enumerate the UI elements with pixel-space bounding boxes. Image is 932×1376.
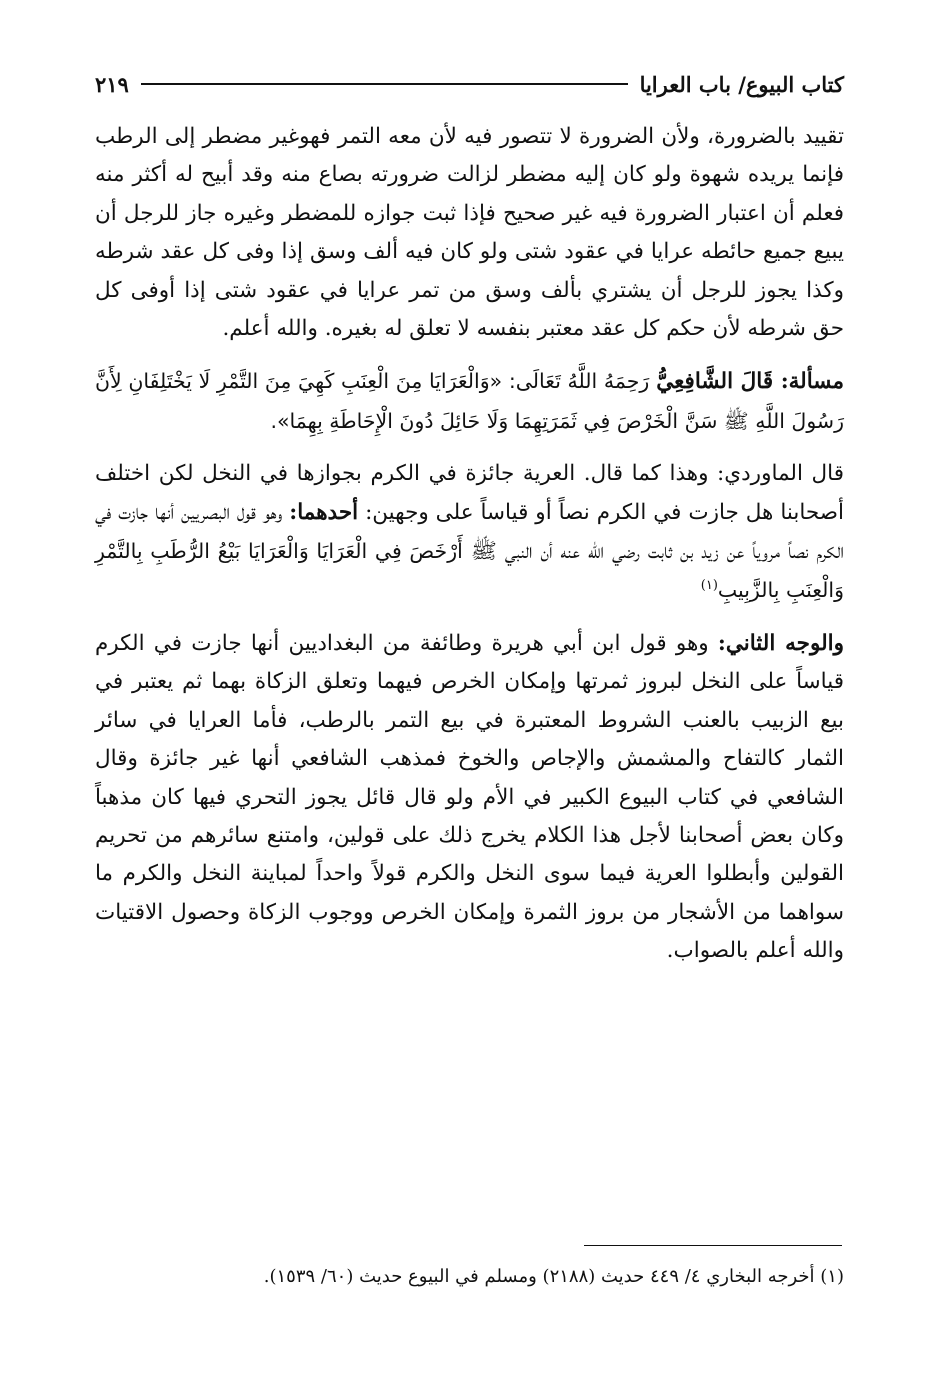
paragraph-masala [95,362,844,441]
running-header [95,66,844,102]
mawardi-text-1: قال الماوردي: وهذا كما قال. العرية جائزة في الكرم بجوازها في النخل لكن اختلف أصحابنا هل جازت في الكرم نصاً أو قياساً على وجهين: [95,461,845,525]
paragraph-second-view [95,625,844,971]
footnote-separator [584,1245,842,1246]
first-view-lead: أحدهما: [289,499,359,525]
main-text [95,118,844,971]
footnote-ref[interactable]: (١) [700,578,718,594]
header-rule [141,83,628,85]
paragraph-1: تقييد بالضرورة، ولأن الضرورة لا تتصور فيه لأن معه التمر فهوغير مضطر إلى الرطب فإنما يريده شهوة ولو كان إليه مضطر لزالت ضرورته بصاع منه وقد أبيح له أكثر منه فعلم أن اعتبار الضرورة فيه غير صحيح فإذا ثبت جوازه للمضطر وغيره جاز للرجل أن يبيع جميع حائطه عرايا في عقود شتى ولو كان فيه ألف وسق إذا وفى كل عقد شرطه وكذا يجوز للرجل أن يشتري بألف وسق من تمر عرايا في عقود شتى إذا أوفى كل حق شرطه لأن حكم كل عقد معتبر بنفسه لا تعلق له بغيره. والله أعلم. [95,124,844,342]
shafii-quote: رَحِمَهُ اللَّهُ تَعَالَى: «وَالْعَرَايَا مِنَ الْعِنَبِ كَهِيَ مِنَ التَّمْرِ لَا يَخْتَلِفَانِ لِأَنَّ رَسُولَ اللَّهِ ﷺ سَنَّ الْخَرْصَ فِي ثَمَرَتِهِمَا وَلَا حَائِلَ دُونَ الْإِحَاطَةِ بِهِمَا». [95,369,844,433]
page-number: ٢١٩ [95,71,129,97]
paragraph-mawardi [95,455,844,611]
hadith-quote: أَرْخَصَ فِي الْعَرَايَا وَالْعَرَايَا بَيْعُ الرُّطَبِ بِالتَّمْرِ وَالْعِنَبِ بِالزَّبِيبِ [95,539,844,603]
footnote-1: (١) أخرجه البخاري ٤/ ٤٤٩ حديث (٢١٨٨) ومسلم في البيوع حديث (٦٠/ ١٥٣٩). [263,1266,844,1287]
second-view-lead: والوجه الثاني: [717,630,844,656]
second-view-text: وهو قول ابن أبي هريرة وطائفة من البغداديين أنها جازت في الكرم قياساً على النخل لبروز ثمرتها وإمكان الخرص فيهما وتعلق الزكاة بهما ثم يعتبر في بيع الزبيب بالعنب الشروط المعتبرة في بيع التمر بالرطب، فأما العرايا في سائر الثمار كالتفاح والمشمش والإجاص والخوخ فمذهب الشافعي أنها غير جائزة وقال الشافعي في كتاب البيوع الكبير في الأم ولو قال قائل يجوز التحري فيها كان مذهباً وكان بعض أصحابنا لأجل هذا الكلام يخرج ذلك على قولين، وامتنع سائرهم من تحريم القولين وأبطلوا العرية فيما سوى النخل والكرم قولاً واحداً لمباينة النخل والكرم ما سواهما من الأشجار من بروز الثمرة وإمكان الخرص ووجوب الزكاة وحصول الاقتيات والله أعلم بالصواب. [95,630,845,964]
mawardi-text-2: وهو قول البصريين أنها جازت في الكرم نصاً مروياً عن زيد بن ثابت رضي الله عنه أن النبي ﷺ [95,499,844,565]
header-title: كتاب البيوع/ باب العرايا [639,71,844,97]
masala-lead: مسألة: قَالَ الشَّافِعِيُّ [656,369,844,395]
